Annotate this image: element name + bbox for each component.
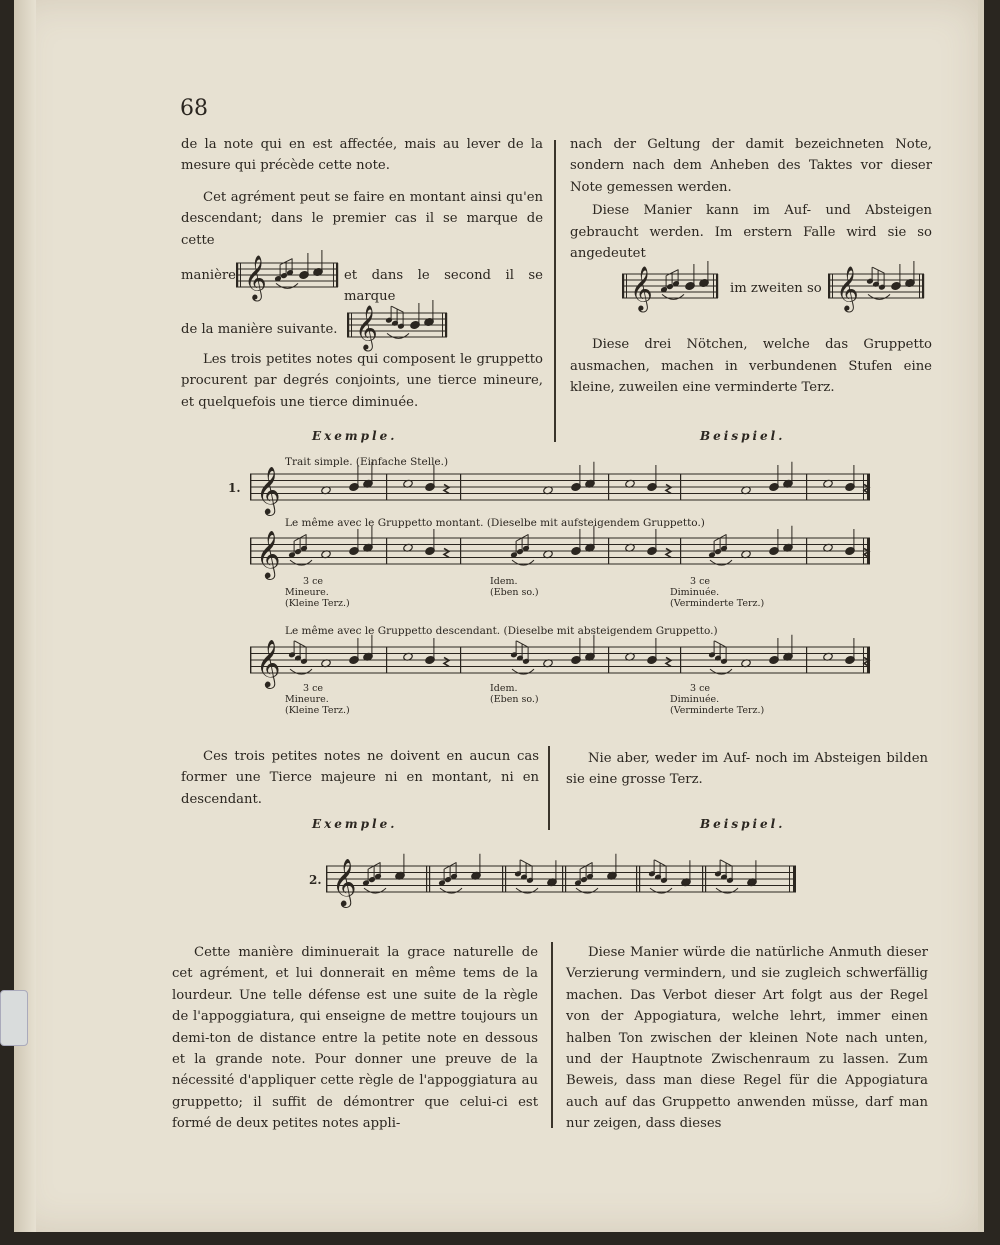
example-number: 2. — [309, 873, 322, 887]
row-caption: Trait simple. (Einfache Stelle.) — [285, 456, 449, 468]
rest-icon — [444, 548, 449, 557]
interval-translation: (Verminderte Terz.) — [670, 705, 765, 716]
rest-icon — [444, 657, 449, 666]
interval-number: 3 ce — [303, 683, 324, 694]
bar-line — [867, 538, 870, 564]
treble-clef-icon: 𝄞 — [256, 464, 281, 514]
page-edge — [978, 0, 984, 1232]
row-caption: Le même avec le Gruppetto montant. (Dieselbe mit aufsteigendem Gruppetto.) — [285, 517, 705, 529]
slur — [276, 283, 298, 288]
bar-line — [386, 647, 387, 673]
interval-translation: (Eben so.) — [490, 587, 539, 598]
bar-line — [828, 274, 830, 298]
bar-line — [636, 866, 637, 892]
music-system-1 — [250, 464, 870, 514]
bar-line — [250, 647, 251, 673]
bar-line — [713, 274, 714, 298]
rest-icon — [444, 484, 449, 493]
bar-line — [716, 274, 718, 298]
interval-note — [670, 576, 764, 609]
french-paragraph: de la note qui en est affectée, mais au lever de la mesure qui précède cette note. — [181, 137, 543, 174]
bar-line — [386, 474, 387, 500]
interval-note — [490, 683, 539, 705]
slur — [868, 295, 890, 300]
bar-line — [565, 866, 566, 892]
bar-line — [832, 274, 833, 298]
bar-line — [626, 274, 627, 298]
bar-line — [347, 313, 349, 337]
bar-line — [622, 274, 624, 298]
interval-translation: (Eben so.) — [490, 694, 539, 705]
french-paragraph: Les trois petites notes qui composent le gruppetto procurent par degrés conjoints, une tierce mineure, et quelquefois une tierce diminuée. — [181, 352, 543, 410]
slur — [662, 295, 684, 300]
music-staff-descending — [347, 305, 447, 351]
interval-number: 3 ce — [303, 576, 324, 587]
interval-name: Diminuée. — [670, 587, 720, 598]
bar-line — [806, 647, 807, 673]
interval-name: Idem. — [490, 683, 518, 694]
bar-line — [608, 474, 609, 500]
bar-line — [922, 274, 924, 298]
bar-line — [863, 538, 864, 564]
bar-line — [236, 263, 238, 287]
page-gutter — [14, 0, 36, 1232]
interval-translation: (Kleine Terz.) — [285, 598, 350, 609]
binder-clip — [0, 990, 28, 1046]
french-paragraph: Cet agrément peut se faire en montant ainsi qu'en descendant; dans le premier cas il se marque de cette — [181, 189, 543, 248]
bar-line — [863, 474, 864, 500]
german-paragraph: nach der Geltung der damit bezeichneten Note, sondern nach dem Anheben des Taktes vor dieser Note gemessen werden. — [570, 137, 932, 195]
interval-name: Idem. — [490, 576, 518, 587]
bar-line — [250, 538, 251, 564]
bar-line — [702, 866, 703, 892]
bar-line — [442, 313, 443, 337]
treble-clef-icon: 𝄞 — [630, 267, 653, 313]
bar-line — [505, 866, 506, 892]
bar-line — [460, 647, 461, 673]
interval-note — [285, 576, 350, 609]
music-system-2 — [250, 528, 870, 578]
bar-line — [705, 866, 706, 892]
row-caption: Le même avec le Gruppetto descendant. (Dieselbe mit absteigendem Gruppetto.) — [285, 625, 718, 637]
example-label-french: Exemple. — [312, 429, 398, 443]
interval-name: Diminuée. — [670, 694, 720, 705]
french-column-top — [181, 134, 543, 413]
bar-line — [502, 866, 503, 892]
bar-line — [680, 538, 681, 564]
bar-line — [250, 474, 251, 500]
bar-line — [445, 313, 447, 337]
bar-line — [919, 274, 920, 298]
german-column-top — [570, 134, 932, 399]
french-paragraph-mid: Ces trois petites notes ne doivent en aucun cas former une Tierce majeure ni en montant, ni en descendant. — [181, 749, 539, 807]
inline-text: manière — [181, 268, 236, 284]
page-number: 68 — [180, 96, 208, 121]
music-staff-descending — [828, 266, 924, 313]
bar-line — [351, 313, 352, 337]
music-system-3 — [250, 637, 870, 687]
treble-clef-icon: 𝄞 — [332, 856, 357, 906]
example-label-german: Beispiel. — [700, 817, 786, 831]
inline-music-line — [181, 305, 543, 349]
inline-text: et dans le second il se marque — [344, 268, 543, 305]
german-paragraph-bottom: Diese Manier würde die natürliche Anmuth dieser Verzierung vermindern, und sie zugleich schwerfällig machen. Das Verbot dieser Art folgt aus der Regel von der Appogiatura, welche lehrt, immer einen halben Ton zwischen der kleinen Note nach unten, und der Hauptnote Zwischenraum zu lassen. Zum Beweis, dass man diese Regel für die Appogiatura auch auf das Gruppetto anwenden müsse, darf man nur zeigen, dass dieses — [566, 945, 928, 1132]
inline-text: de la manière suivante. — [181, 322, 338, 338]
interval-note — [490, 576, 539, 598]
bar-line — [240, 263, 241, 287]
bar-line — [426, 866, 427, 892]
example-number: 1. — [228, 481, 241, 495]
french-paragraph-bottom: Cette manière diminuerait la grace naturelle de cet agrément, et lui donnerait en même tems de la lourdeur. Une telle défense est une suite de la règle de l'appoggiatura, qui enseigne de mettre toujours un demi-ton de distance entre la petite note en dessous et la grande note. Pour donner une preuve de la nécessité d'appliquer cette règle de l'appoggiatura au gruppetto; il suffit de démontrer que celui-ci est formé de deux petites notes appli- — [172, 945, 538, 1132]
music-system-example-2 — [326, 858, 796, 904]
treble-clef-icon: 𝄞 — [244, 255, 267, 301]
german-paragraph: Diese Manier kann im Auf- und Absteigen gebraucht werden. Im erstern Falle wird sie so angedeutet — [570, 203, 932, 262]
interval-translation: (Kleine Terz.) — [285, 705, 350, 716]
interval-note — [670, 683, 764, 716]
bar-line — [806, 474, 807, 500]
interval-number: 3 ce — [690, 576, 711, 587]
slur — [387, 333, 409, 338]
example-label-german: Beispiel. — [700, 429, 786, 443]
bar-line — [336, 263, 338, 287]
rest-icon — [666, 484, 671, 493]
interval-name: Mineure. — [285, 694, 329, 705]
interval-number: 3 ce — [690, 683, 711, 694]
interval-translation: (Verminderte Terz.) — [670, 598, 765, 609]
bar-line — [562, 866, 563, 892]
inline-music-line — [181, 255, 543, 305]
interval-note — [285, 683, 350, 716]
rest-icon — [666, 548, 671, 557]
treble-clef-icon: 𝄞 — [355, 305, 378, 351]
rest-icon — [666, 657, 671, 666]
column-divider — [551, 942, 553, 1128]
bar-line — [680, 474, 681, 500]
bar-line — [793, 866, 796, 892]
bar-line — [333, 263, 334, 287]
inline-text: im zweiten so — [730, 281, 822, 297]
bar-line — [608, 647, 609, 673]
bar-line — [639, 866, 640, 892]
treble-clef-icon: 𝄞 — [836, 267, 859, 313]
bar-line — [863, 647, 864, 673]
column-divider — [554, 140, 556, 442]
german-paragraph: Diese drei Nötchen, welche das Gruppetto ausmachen, machen in verbundenen Stufen eine kleine, zuweilen eine verminderte Terz. — [570, 337, 932, 396]
german-paragraph-mid: Nie aber, weder im Auf- noch im Absteigen bilden sie eine grosse Terz. — [566, 751, 928, 788]
bar-line — [326, 866, 327, 892]
music-staff-ascending — [622, 266, 718, 313]
bar-line — [460, 474, 461, 500]
treble-clef-icon: 𝄞 — [256, 637, 281, 687]
bar-line — [460, 538, 461, 564]
bar-line — [386, 538, 387, 564]
treble-clef-icon: 𝄞 — [256, 528, 281, 578]
bar-line — [608, 538, 609, 564]
bar-line — [867, 474, 870, 500]
column-divider — [548, 746, 550, 830]
example-label-french: Exemple. — [312, 817, 398, 831]
bar-line — [789, 866, 790, 892]
inline-music-line — [570, 266, 932, 312]
bar-line — [429, 866, 430, 892]
bar-line — [867, 647, 870, 673]
bar-line — [680, 647, 681, 673]
bar-line — [806, 538, 807, 564]
music-staff-ascending — [236, 255, 338, 301]
interval-name: Mineure. — [285, 587, 329, 598]
